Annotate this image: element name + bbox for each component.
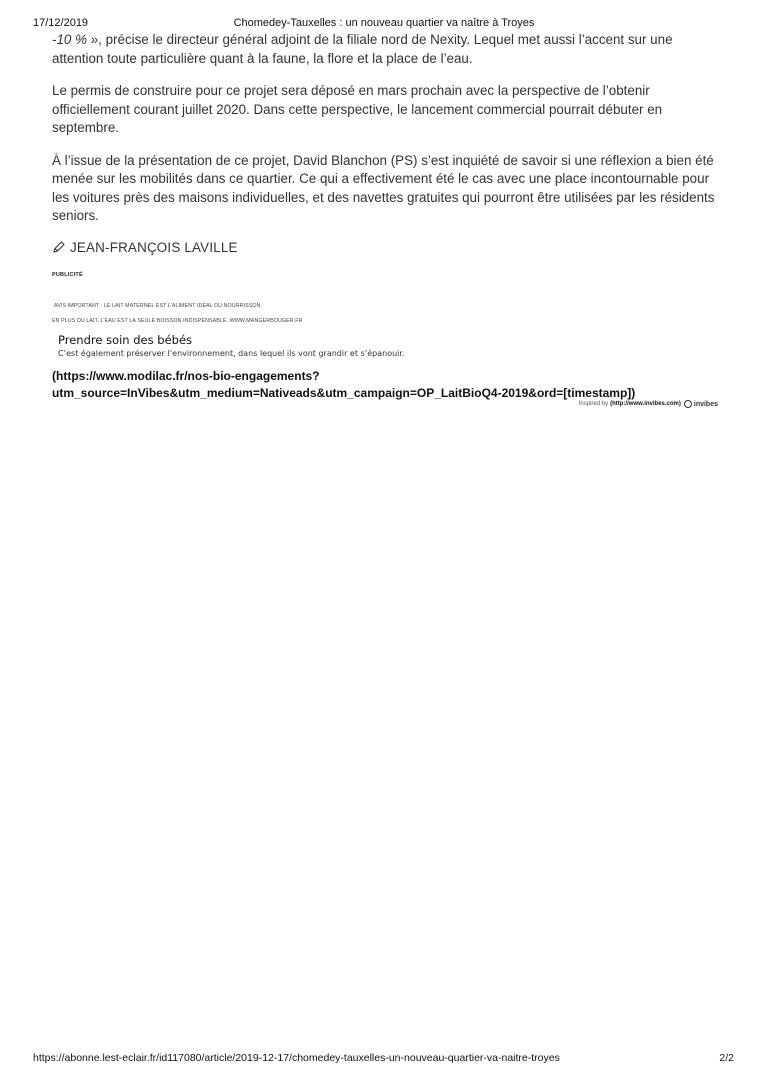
ad-link-line[interactable]: utm_source=InVibes&utm_medium=Nativeads&utm_campaign=OP_LaitBioQ4-2019&ord=[timestamp])	[52, 385, 636, 400]
article-paragraph: Le permis de construire pour ce projet sera déposé en mars prochain avec la perspective de l’obtenir officiellement courant juillet 2020. Dans cette perspective, le lancement commercial pourrait débuter en septembre.	[52, 83, 663, 135]
author-name: JEAN-FRANÇOIS LAVILLE	[70, 239, 238, 255]
ad-link-line[interactable]: (https://www.modilac.fr/nos-bio-engagements?	[52, 369, 320, 383]
invibes-logo-text: invibes	[693, 400, 718, 408]
ad-legal-notice: EN PLUS DU LAIT, L’EAU EST LA SEULE BOISSON INDISPENSABLE. WWW.MANGERBOUGER.FR	[52, 318, 303, 324]
invibes-logo[interactable]	[684, 400, 718, 408]
inspired-by-credit	[579, 400, 718, 408]
article-body	[52, 31, 722, 255]
quote-start: -10 %	[52, 32, 91, 47]
ad-description[interactable]: C’est également préserver l’environnement, dans lequel ils vont grandir et s’épanouir.	[58, 349, 405, 358]
print-header-title: Chomedey-Tauxelles : un nouveau quartier va naître à Troyes	[233, 17, 535, 29]
print-footer-url: https://abonne.lest-eclair.fr/id117080/article/2019-12-17/chomedey-tauxelles-un-nouveau-quartier-va-naitre-troyes	[33, 1052, 560, 1064]
ad-label: PUBLICITÉ	[52, 272, 83, 278]
article-paragraph	[52, 31, 722, 68]
invibes-logo-icon	[684, 400, 692, 408]
inspired-by-label: Inspired by	[578, 401, 609, 407]
ad-link[interactable]	[52, 368, 732, 401]
pencil-icon	[52, 240, 66, 254]
print-footer-page-number: 2/2	[719, 1052, 734, 1064]
paragraph-text: », précise le directeur général adjoint de la filiale nord de Nexity. Lequel met aussi l’accent sur une attention toute particulière quant à la faune, la flore et la place de l’eau.	[52, 32, 673, 66]
ad-title[interactable]: Prendre soin des bébés	[58, 333, 193, 347]
ad-legal-notice: AVIS IMPORTANT : LE LAIT MATERNEL EST L’ALIMENT IDÉAL DU NOURRISSON	[54, 303, 261, 309]
print-header-date: 17/12/2019	[33, 17, 89, 29]
article-paragraph: À l’issue de la présentation de ce projet, David Blanchon (PS) s’est inquiété de savoir si une réflexion a bien été menée sur les mobilités dans ce quartier. Ce qui a effectivement été le cas avec une place incontournable pour les voitures près des maisons individuelles, et des navettes gratuites qui pourront être utilisées par les résidents seniors.	[52, 152, 715, 223]
inspired-by-link[interactable]: (http://www.invibes.com)	[610, 401, 681, 407]
author-byline[interactable]	[52, 240, 722, 255]
